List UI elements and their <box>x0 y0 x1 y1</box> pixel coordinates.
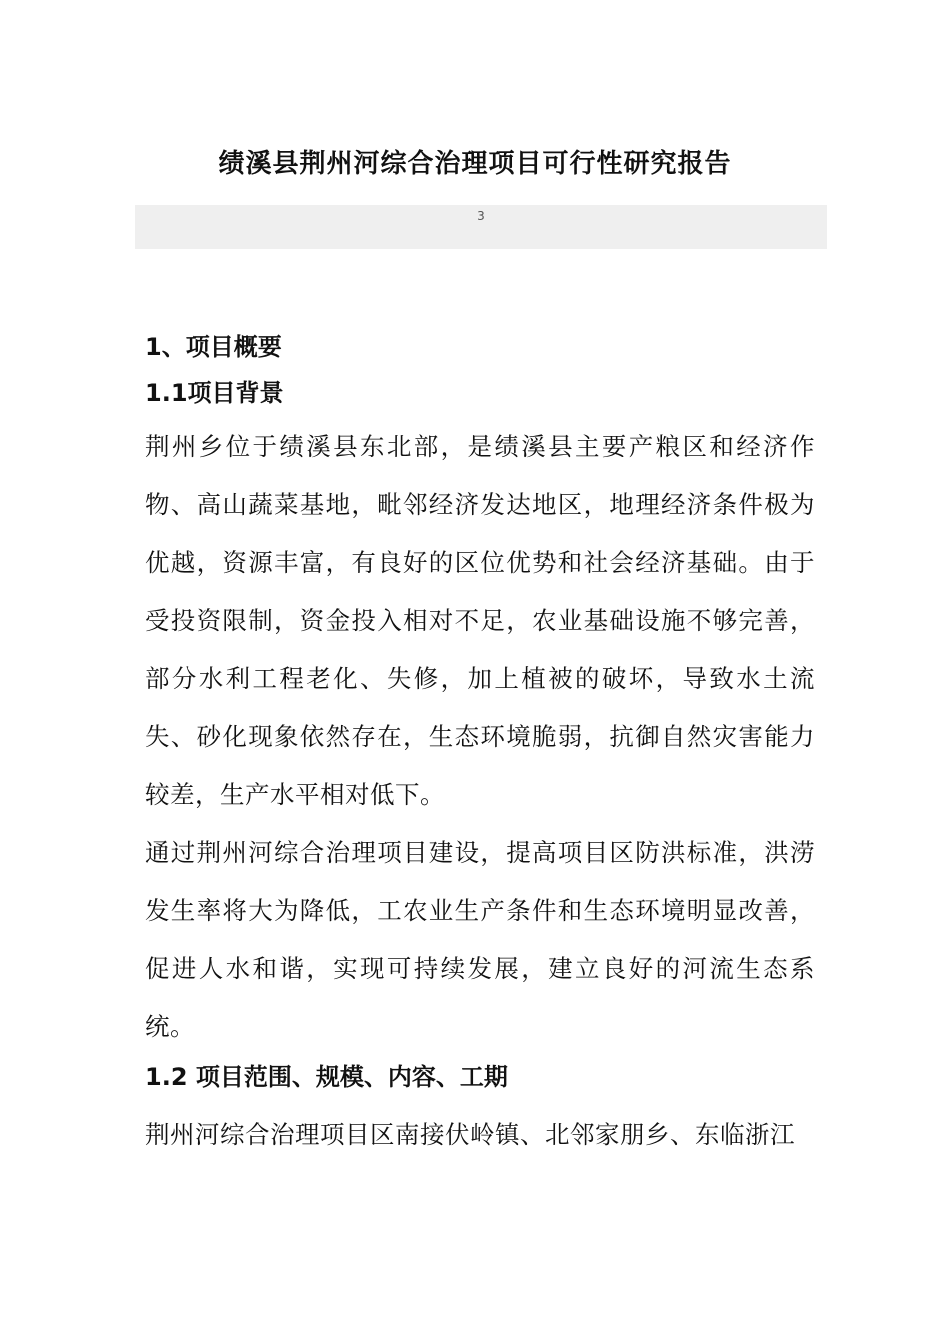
document-body <box>145 332 815 1164</box>
document-title: 绩溪县荆州河综合治理项目可行性研究报告 <box>218 149 732 179</box>
paragraph-scope: 荆州河综合治理项目区南接伏岭镇、北邻家朋乡、东临浙江 <box>145 1120 795 1149</box>
section-heading-1: 1、项目概要 <box>145 333 282 361</box>
section-heading-1-1: 1.1项目背景 <box>145 379 284 407</box>
paragraph-background: 荆州乡位于绩溪县东北部，是绩溪县主要产粮区和经济作物、高山蔬菜基地，毗邻经济发达地区，地理经济条件极为优越，资源丰富，有良好的区位优势和社会经济基础。由于受投资限制，资金投入相对不足，农业基础设施不够完善，部分水利工程老化、失修，加上植被的破坏，导致水土流失、砂化现象依然存在，生态环境脆弱，抗御自然灾害能力较差，生产水平相对低下。 <box>145 432 815 809</box>
page-number: 3 <box>477 209 485 223</box>
paragraph-goals: 通过荆州河综合治理项目建设，提高项目区防洪标准，洪涝发生率将大为降低，工农业生产条件和生态环境明显改善，促进人水和谐，实现可持续发展，建立良好的河流生态系统。 <box>145 838 815 1041</box>
section-heading-1-2: 1.2 项目范围、规模、内容、工期 <box>145 1063 508 1091</box>
page-number-band <box>135 205 827 249</box>
